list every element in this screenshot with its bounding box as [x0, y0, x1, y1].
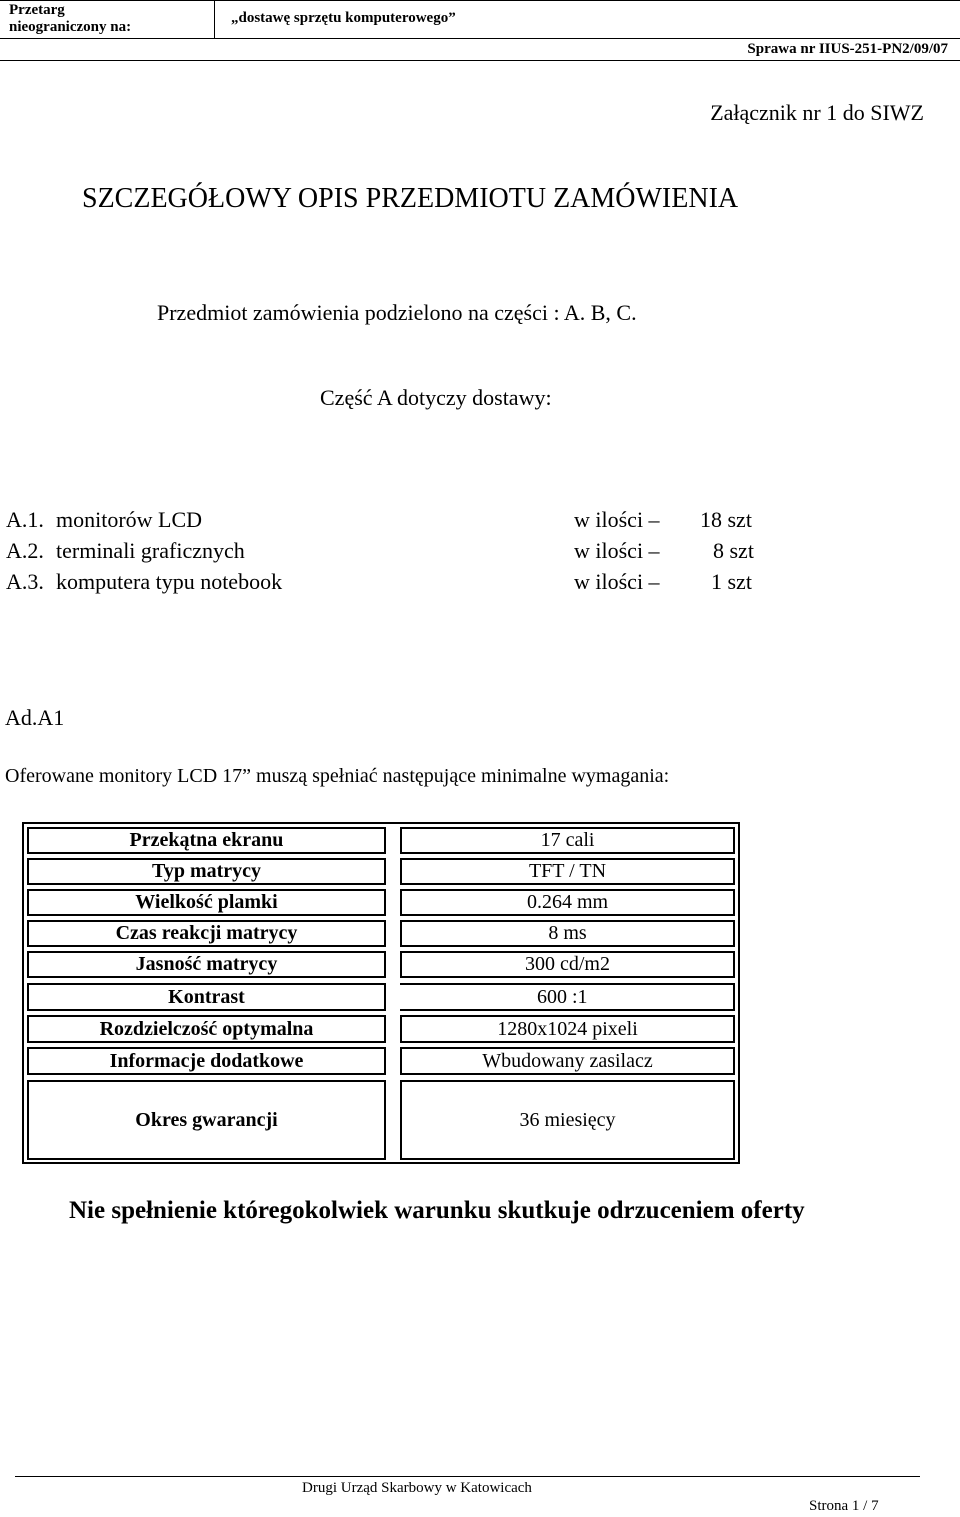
- item-name: komputera typu notebook: [56, 569, 283, 594]
- item-name: monitorów LCD: [56, 507, 203, 532]
- spec-label: Kontrast: [27, 983, 386, 1011]
- item-qty-label: w ilości –: [574, 538, 660, 563]
- spec-label: Rozdzielczość optymalna: [27, 1015, 386, 1043]
- rejection-note: Nie spełnienie któregokolwiek warunku skutkuje odrzuceniem oferty: [69, 1197, 805, 1224]
- item-name: terminali graficznych: [56, 538, 245, 563]
- item-qty: 1 szt: [711, 569, 752, 594]
- item-qty-label: w ilości –: [574, 569, 660, 594]
- footer-rule: [15, 1476, 920, 1477]
- division-text: Przedmiot zamówienia podzielono na części : A. B, C.: [157, 300, 637, 325]
- header-procedure-cell: [0, 0, 215, 38]
- header-subject-cell: [215, 0, 958, 38]
- spec-value: TFT / TN: [400, 858, 735, 885]
- header-procedure-line1: Przetarg: [9, 2, 65, 18]
- case-number: Sprawa nr IIUS-251-PN2/09/07: [747, 41, 948, 57]
- header-mid-rule: [0, 38, 960, 39]
- page-number: Strona 1 / 7: [809, 1498, 879, 1514]
- spec-value: 8 ms: [400, 920, 735, 947]
- header-subject: „dostawę sprzętu komputerowego”: [231, 10, 456, 26]
- spec-value: 36 miesięcy: [400, 1080, 735, 1160]
- item-code: A.3.: [6, 569, 44, 594]
- spec-label: Czas reakcji matrycy: [27, 920, 386, 947]
- spec-value: 300 cd/m2: [400, 951, 735, 978]
- spec-value: 0.264 mm: [400, 889, 735, 916]
- part-a-heading: Część A dotyczy dostawy:: [320, 385, 552, 410]
- item-qty: 18 szt: [700, 507, 752, 532]
- spec-label: Wielkość plamki: [27, 889, 386, 916]
- spec-label: Okres gwarancji: [27, 1080, 386, 1160]
- requirements-intro: Oferowane monitory LCD 17” muszą spełniać następujące minimalne wymagania:: [5, 765, 670, 787]
- annex-label: Załącznik nr 1 do SIWZ: [710, 100, 924, 125]
- header-bottom-rule: [0, 60, 960, 61]
- spec-value: 17 cali: [400, 827, 735, 854]
- header-procedure-line2: nieograniczony na:: [9, 19, 132, 35]
- spec-label: Przekątna ekranu: [27, 827, 386, 854]
- item-code: A.2.: [6, 538, 44, 563]
- item-code: A.1.: [6, 507, 44, 532]
- spec-label: Informacje dodatkowe: [27, 1047, 386, 1075]
- page-title: SZCZEGÓŁOWY OPIS PRZEDMIOTU ZAMÓWIENIA: [82, 183, 739, 214]
- spec-label: Jasność matrycy: [27, 951, 386, 978]
- spec-value: 600 :1: [400, 983, 735, 1011]
- section-heading: Ad.A1: [5, 705, 65, 730]
- spec-value: Wbudowany zasilacz: [400, 1047, 735, 1075]
- spec-label: Typ matrycy: [27, 858, 386, 885]
- item-qty-label: w ilości –: [574, 507, 660, 532]
- footer-office: Drugi Urząd Skarbowy w Katowicach: [302, 1480, 532, 1496]
- item-qty: 8 szt: [713, 538, 754, 563]
- spec-value: 1280x1024 pixeli: [400, 1015, 735, 1043]
